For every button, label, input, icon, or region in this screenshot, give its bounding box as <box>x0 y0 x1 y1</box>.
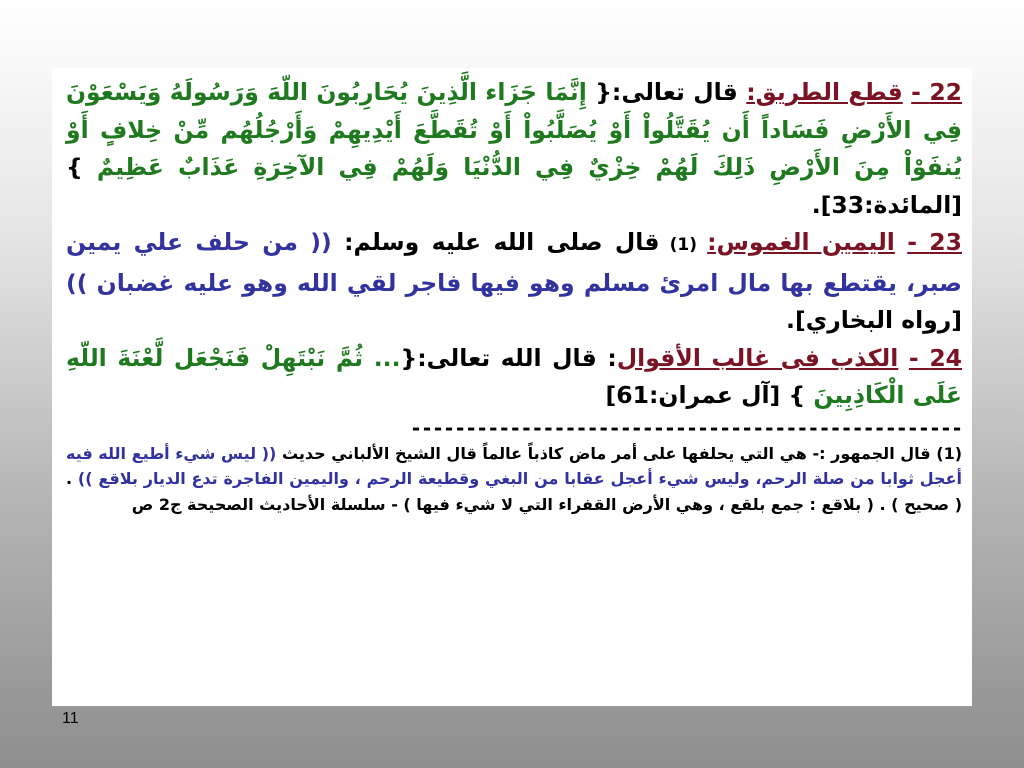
item-23-footnote-ref: (1) <box>659 235 708 255</box>
item-23-source: [رواه البخاري]. <box>786 306 962 334</box>
item-23-hadith: (( من حلف علي يمين صبر، يقتطع بها مال امرئ مسلم وهو فيها فاجر لقي الله وهو عليه غضبان )) <box>66 228 962 297</box>
separator-line: -------------------------------------------------- <box>409 415 962 440</box>
item-22-verse: إِنَّمَا جَزَاء الَّذِينَ يُحَارِبُونَ اللّهَ وَرَسُولَهُ وَيَسْعَوْنَ فِي الأَرْضِ فَسَاداً أَن يُقَتَّلُواْ أَوْ يُصَلَّبُواْ أَوْ تُقَطَّعَ أَيْدِيهِمْ وَأَرْجُلُهُم مِّنْ خِلافٍ أَوْ يُنفَوْاْ مِنَ الأَرْضِ ذَلِكَ لَهُمْ خِزْيٌ فِي الدُّنْيَا وَلَهُمْ فِي الآخِرَةِ عَذَابٌ عَظِيمٌ <box>66 78 963 181</box>
content-panel <box>52 68 972 706</box>
item-22-citation: } [المائدة:33]. <box>66 153 962 219</box>
slide-number: 11 <box>62 710 79 727</box>
footnote-hadith: (( ليس شيء أطيع الله فيه أعجل ثوابا من صلة الرحم، وليس شيء أعجل عقابا من البغي وقطيعة الرحم ، واليمين الفاجرة تدع الديار بلاقع )) <box>66 443 963 488</box>
item-23-heading: اليمين الغموس: <box>707 228 895 256</box>
item-23 <box>66 224 962 340</box>
item-22-intro: قال تعالى:{ <box>595 78 747 106</box>
item-23-number: 23 - <box>907 228 962 256</box>
footnote-text: (1) قال الجمهور :- هي التي يحلفها على أمر ماض كاذباً عالماً قال الشيخ الألباني حديث <box>276 443 963 463</box>
item-22-heading: قطع الطريق: <box>746 78 903 106</box>
item-24-citation: } [آل عمران:61] <box>605 381 814 409</box>
item-24 <box>66 340 962 415</box>
item-24-number: 24 - <box>908 343 963 372</box>
footnote-reference: . ( صحيح ) . ( بلاقع : جمع بلقع ، وهي الأرض القفراء التي لا شيء فيها ) - سلسلة الأحاديث الصحيحة ج2 ص <box>66 469 962 514</box>
item-22-number: 22 - <box>911 78 963 106</box>
footnote <box>66 441 962 518</box>
item-24-verse: ... ثُمَّ نَبْتَهِلْ فَنَجْعَل لَّعْنَةَ اللّهِ عَلَى الْكَاذِبِينَ <box>66 343 962 409</box>
item-22 <box>66 74 962 224</box>
item-23-intro: قال صلى الله عليه وسلم: <box>331 228 660 256</box>
item-24-intro: : قال الله تعالى:{ <box>400 343 617 372</box>
item-24-heading: الكذب فى غالب الأقوال <box>616 343 899 372</box>
